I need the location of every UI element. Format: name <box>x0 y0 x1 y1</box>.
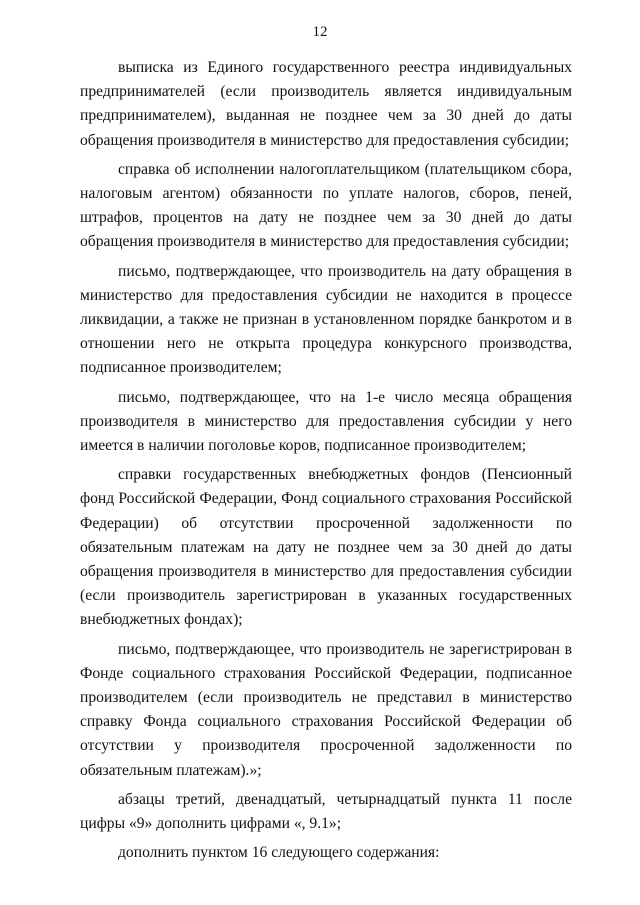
paragraph-liquidation-letter: письмо, подтверждающее, что производитель на дату обращения в министерство для предоставления субсидии не находится в процессе ликвидации, а также не признан в установленном порядке банкротом и в отношении него не открыта процедура конкурсного производства, подписанное производителем; <box>80 262 572 377</box>
paragraph-tax-certificate: справка об исполнении налогоплательщиком (плательщиком сбора, налоговым агентом) обязанности по уплате налогов, сборов, пеней, штрафов, процентов на дату не позднее чем за 30 дней до даты обращения производителя в министерство для предоставления субсидии; <box>80 160 572 251</box>
paragraph-amend-point-11: абзацы третий, двенадцатый, четырнадцатый пункта 11 после цифры «9» дополнить цифрами «, 9.1»; <box>80 790 572 833</box>
page-number: 12 <box>312 24 328 40</box>
paragraph-fss-letter: письмо, подтверждающее, что производитель не зарегистрирован в Фонде социального страхования Российской Федерации, подписанное производителем (если производитель не представил в министерство справку Фонда социального страхования Российской Федерации об отсутствии у производителя просроченной задолженности по обязательным платежам).»; <box>80 640 572 779</box>
paragraph-funds-certificates: справки государственных внебюджетных фондов (Пенсионный фонд Российской Федерации, Фонд социального страхования Российской Федерации) об отсутствии просроченной задолженности по обязательным платежам на дату не позднее чем за 30 дней до даты обращения производителя в министерство для предоставления субсидии (если производитель зарегистрирован в указанных государственных внебюджетных фондах); <box>80 466 572 629</box>
document-body <box>80 56 572 871</box>
paragraph-add-point-16: дополнить пунктом 16 следующего содержания: <box>118 844 440 862</box>
paragraph-extract-egrip: выписка из Единого государственного реестра индивидуальных предпринимателей (если производитель является индивидуальным предпринимателем), выданная не позднее чем за 30 дней до даты обращения производителя в министерство для предоставления субсидии; <box>80 59 572 149</box>
paragraph-livestock-letter: письмо, подтверждающее, что на 1-е число месяца обращения производителя в министерство для предоставления субсидии у него имеется в наличии поголовье коров, подписанное производителем; <box>80 388 572 455</box>
